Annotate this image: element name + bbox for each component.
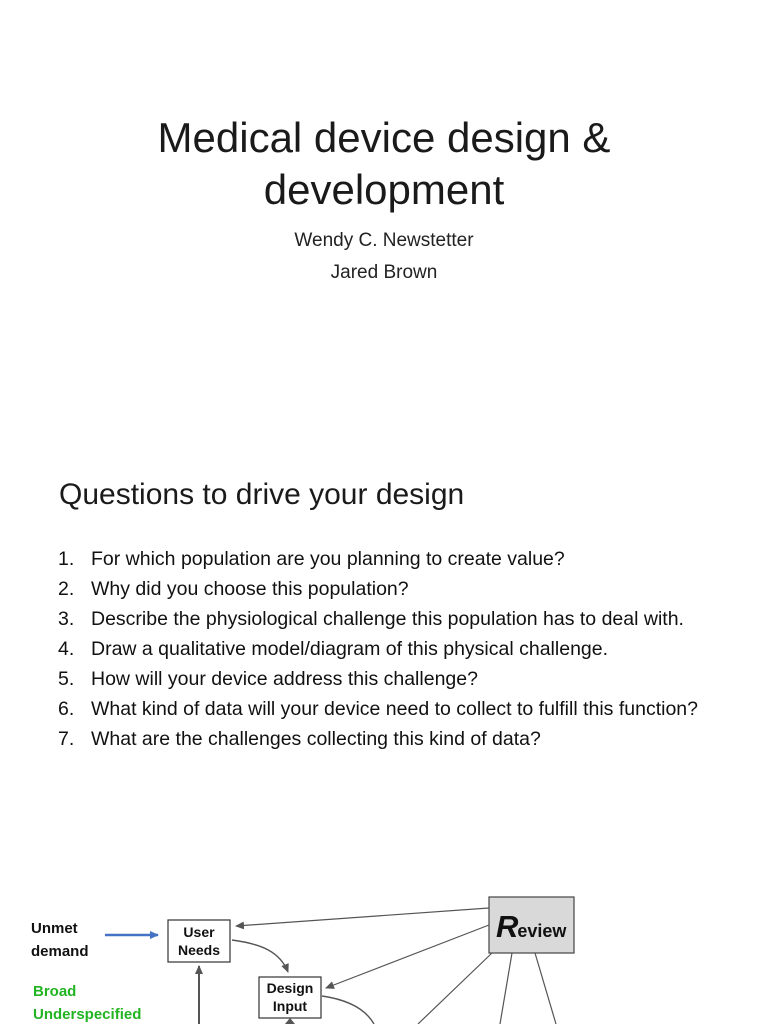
question-number: 3. <box>58 608 75 630</box>
question-item <box>58 698 738 721</box>
review-line-down-2 <box>500 953 512 1024</box>
slide-title <box>0 112 768 216</box>
question-item <box>58 548 738 571</box>
design-input-line1: Design <box>266 980 314 996</box>
design-process-diagram <box>0 860 768 1024</box>
slide-title-line1: Medical device design & <box>157 114 611 161</box>
question-text: What are the challenges collecting this kind of data? <box>91 728 541 750</box>
slide-title-line2: development <box>263 166 505 213</box>
question-item <box>58 578 738 601</box>
question-item <box>58 668 738 691</box>
questions-list <box>58 548 738 758</box>
question-item <box>58 608 738 631</box>
question-text: Describe the physiological challenge this population has to deal with. <box>91 608 684 630</box>
review-label-rest: eview <box>517 921 567 941</box>
question-number: 4. <box>58 638 75 660</box>
user-needs-line1: User <box>183 924 215 940</box>
underspecified-label: Underspecified <box>33 1006 142 1023</box>
question-number: 7. <box>58 728 75 750</box>
author-name-2: Jared Brown <box>330 262 438 283</box>
input-to-output-curve <box>322 996 374 1024</box>
review-line-down-1 <box>418 953 492 1024</box>
broad-label: Broad <box>33 983 77 1000</box>
question-item <box>58 638 738 661</box>
question-text: Why did you choose this population? <box>91 578 409 600</box>
unmet-label-line1: Unmet <box>31 920 78 937</box>
review-line-down-3 <box>535 953 556 1024</box>
author-name-1: Wendy C. Newstetter <box>294 230 474 251</box>
question-number: 1. <box>58 548 75 570</box>
question-number: 5. <box>58 668 75 690</box>
question-number: 2. <box>58 578 75 600</box>
review-to-user-needs-arrow <box>236 908 489 926</box>
question-text: How will your device address this challenge? <box>91 668 478 690</box>
questions-heading: Questions to drive your design <box>59 478 465 511</box>
question-text: For which population are you planning to create value? <box>91 548 565 570</box>
input-feedback-arrowhead <box>285 1018 295 1024</box>
question-item <box>58 728 738 751</box>
title-slide <box>0 0 768 440</box>
question-text: Draw a qualitative model/diagram of this physical challenge. <box>91 638 609 660</box>
question-number: 6. <box>58 698 75 720</box>
needs-to-input-arrow <box>232 940 288 972</box>
user-needs-line2: Needs <box>177 942 221 958</box>
review-label-initial: R <box>496 909 519 944</box>
design-input-line2: Input <box>272 998 308 1014</box>
question-text: What kind of data will your device need to collect to fulfill this function? <box>91 698 698 720</box>
unmet-label-line2: demand <box>31 943 89 960</box>
